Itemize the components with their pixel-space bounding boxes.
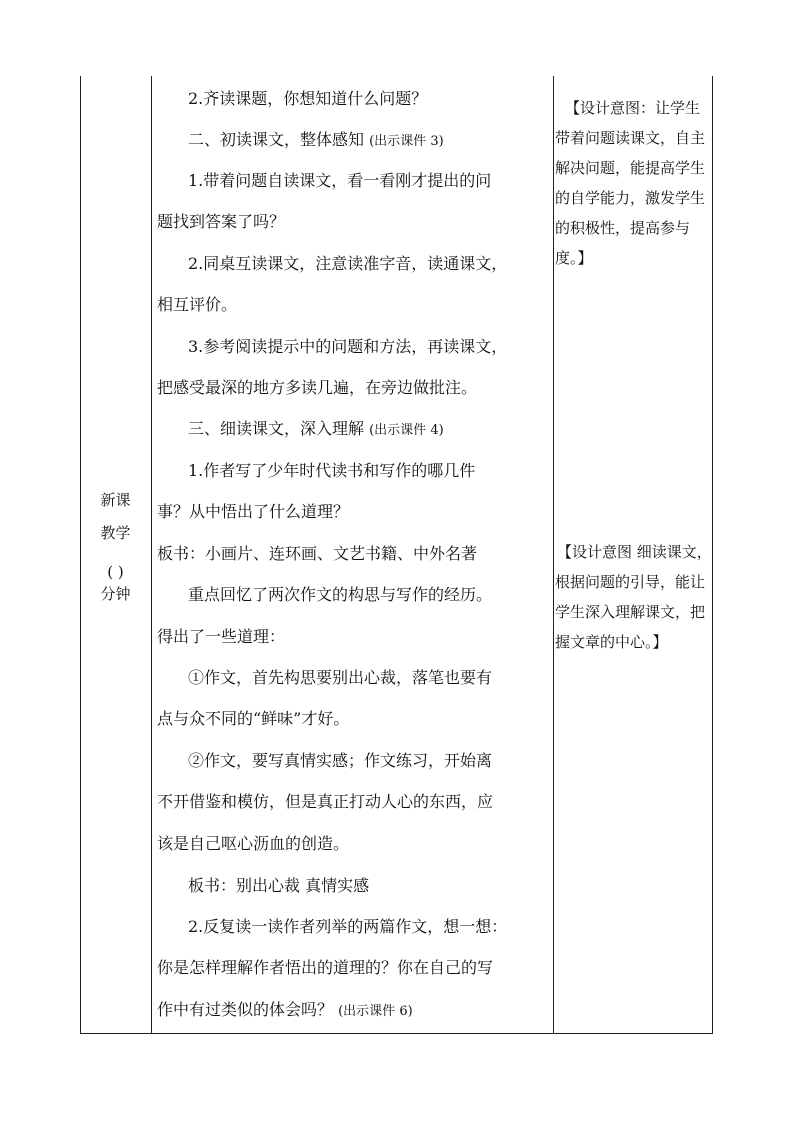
paragraph: 3.参考阅读提示中的问题和方法，再读课文， [188, 337, 508, 356]
courseware-note: (出示课件 4) [369, 423, 444, 438]
paragraph: 1.带着问题自读课文，看一看刚才提出的问 [188, 171, 492, 190]
design-note-line: 带着问题读课文，自主 [555, 129, 706, 147]
paragraph: 不开借鉴和模仿，但是真正打动人心的东西，应 [157, 792, 494, 811]
section-label-line: 新课 [100, 491, 131, 509]
paragraph: 2.反复读一读作者列举的两篇作文，想一想： [188, 917, 508, 936]
column-divider-2 [553, 76, 554, 1034]
blackboard-note: 板书：小画片、连环画、文艺书籍、中外名著 [157, 544, 478, 563]
paragraph-text: 作中有过类似的体会吗？ [157, 1000, 334, 1019]
paragraph: 得出了一些道理： [157, 627, 286, 646]
section-label-cell [80, 76, 151, 1034]
design-note-line: 度。】 [555, 249, 593, 267]
table-border-right [712, 76, 713, 1034]
paragraph: 把感受最深的地方多读几遍，在旁边做批注。 [157, 378, 478, 397]
design-note-line: 【设计意图 细读课文， [557, 543, 712, 561]
section-label-minutes-blank: ( ) [107, 563, 124, 581]
table-border-bottom [80, 1033, 713, 1034]
section-label-line: 教学 [100, 524, 131, 542]
design-note-line: 【设计意图：让学生 [565, 99, 701, 117]
heading-text: 三、细读课文，深入理解 [188, 419, 365, 438]
paragraph: ①作文，首先构思要别出心裁，落笔也要有 [188, 668, 493, 687]
courseware-note: (出示课件 6) [338, 1004, 413, 1019]
design-note-line: 学生深入理解课文，把 [555, 603, 706, 621]
section-label-line: 分钟 [100, 585, 131, 603]
design-note-line: 解决问题，能提高学生 [555, 159, 706, 177]
lesson-table [80, 76, 713, 1034]
design-note-line: 根据问题的引导，能让 [555, 573, 706, 591]
paragraph: 点与众不同的“鲜味”才好。 [157, 709, 350, 728]
courseware-note: (出示课件 3) [369, 134, 444, 149]
paragraph: 该是自己呕心沥血的创造。 [157, 834, 350, 853]
design-note-line: 的积极性，提高参与 [555, 219, 691, 237]
paragraph: 事？从中悟出了什么道理？ [157, 502, 350, 521]
section-heading [188, 130, 444, 152]
paragraph: 题找到答案了吗？ [157, 212, 286, 231]
paragraph [157, 1000, 413, 1022]
blackboard-note: 板书：别出心裁 真情实感 [188, 876, 370, 895]
paragraph: 你是怎样理解作者悟出的道理的？你在自己的写 [157, 958, 494, 977]
heading-text: 二、初读课文，整体感知 [188, 130, 365, 149]
design-note-line: 的自学能力，激发学生 [555, 189, 706, 207]
design-note-line: 握文章的中心。】 [555, 633, 668, 651]
column-divider-1 [151, 76, 152, 1034]
paragraph: ②作文，要写真情实感；作文练习，开始离 [188, 751, 493, 770]
paragraph: 1.作者写了少年时代读书和写作的哪几件 [188, 461, 476, 480]
paragraph: 重点回忆了两次作文的构思与写作的经历。 [188, 585, 493, 604]
section-heading [188, 419, 444, 441]
paragraph: 相互评价。 [157, 295, 238, 314]
paragraph: 2.齐读课题，你想知道什么问题？ [188, 89, 428, 108]
paragraph: 2.同桌互读课文，注意读准字音，读通课文， [188, 254, 508, 273]
